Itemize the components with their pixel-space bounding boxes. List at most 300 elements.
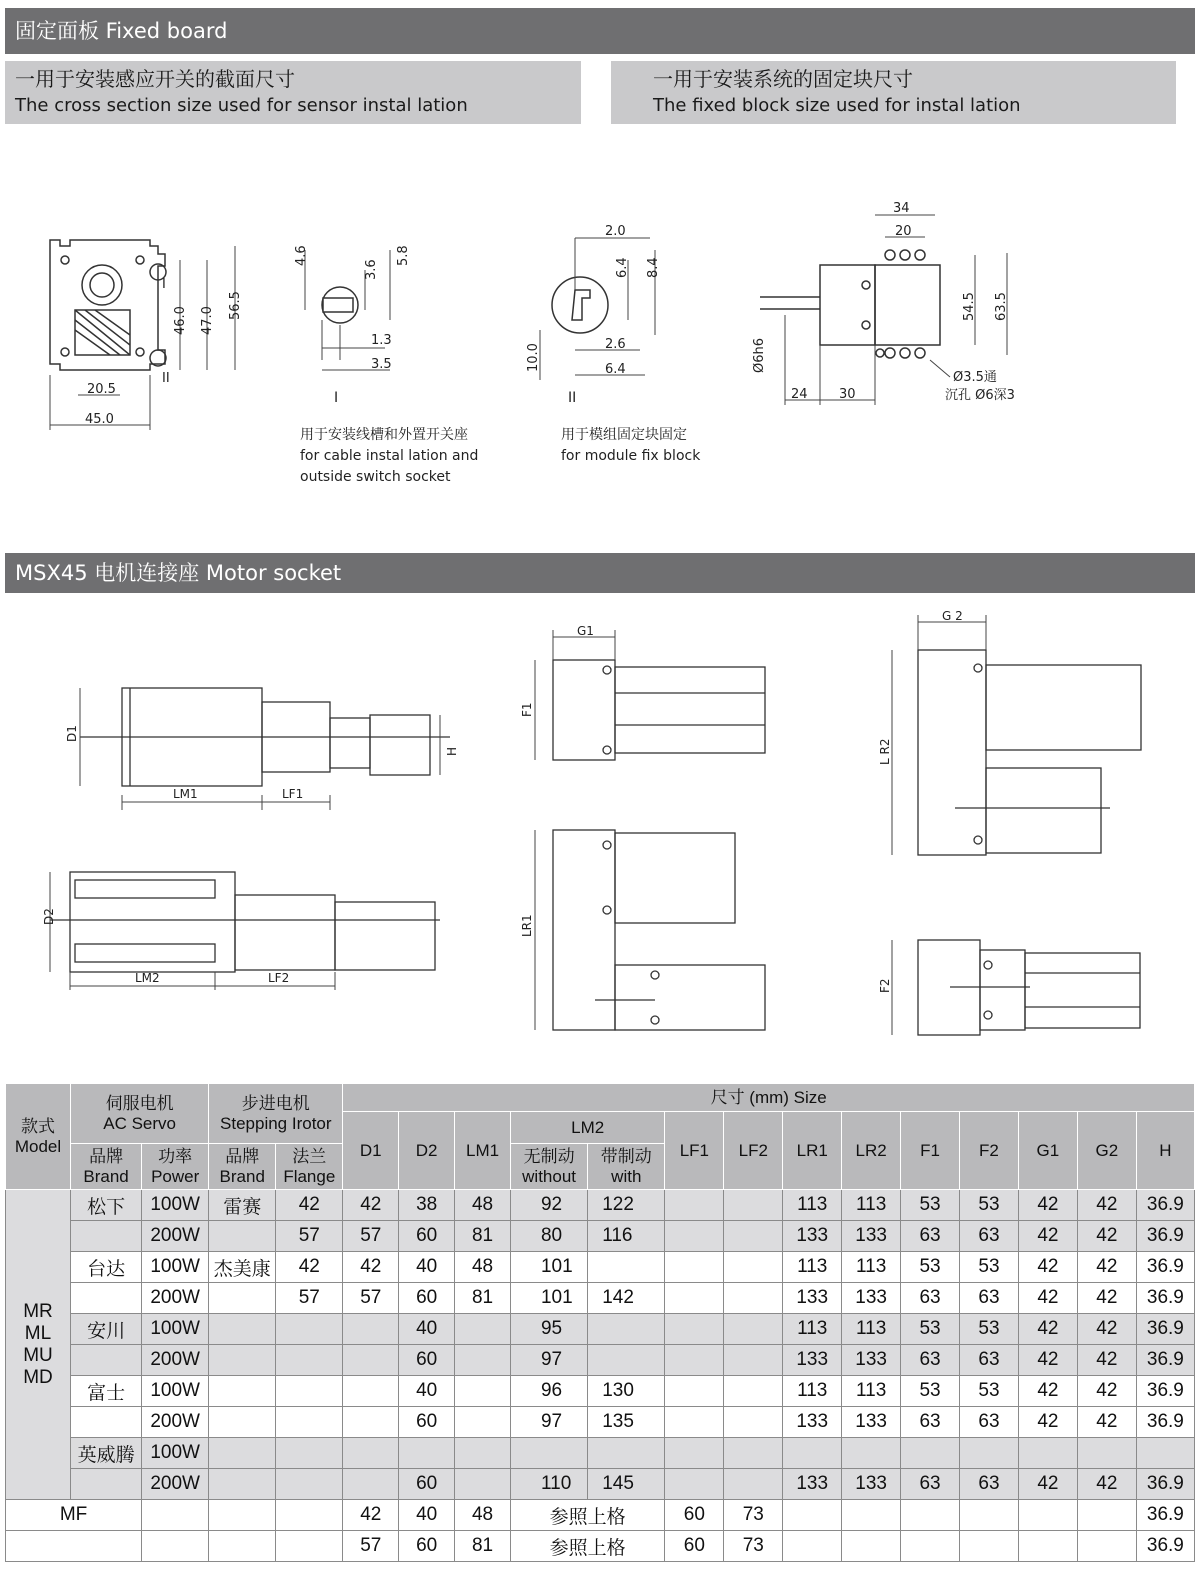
th-model: 款式 Model [6, 1084, 71, 1190]
table-cell: 81 [455, 1221, 511, 1252]
motor-side-view-lr2 [880, 610, 1150, 865]
table-cell: 63 [901, 1221, 960, 1252]
slot2-dim-2-0: 2.0 [605, 224, 626, 239]
table-cell: 110 [510, 1469, 587, 1500]
table-cell: 42 [1018, 1376, 1077, 1407]
th-power: 功率 Power [142, 1144, 209, 1190]
slot1-dim-3-5: 3.5 [371, 357, 392, 372]
table-cell: 63 [901, 1469, 960, 1500]
table-cell: 133 [783, 1469, 842, 1500]
table-cell [724, 1407, 783, 1438]
table-cell: 113 [783, 1252, 842, 1283]
table-row [6, 1438, 1195, 1469]
table-cell: 60 [399, 1221, 455, 1252]
motor2-label-D2: D2 [42, 908, 56, 925]
table-row [6, 1345, 1195, 1376]
table-cell: 113 [783, 1314, 842, 1345]
block-dim-shaft: Ø6h6 [752, 337, 767, 373]
table-cell [71, 1469, 142, 1500]
slot1-dim-4-6: 4.6 [294, 245, 309, 266]
table-cell [71, 1283, 142, 1314]
th-LM1: LM1 [455, 1112, 511, 1190]
block-dim-30: 30 [839, 387, 856, 402]
table-cell: 133 [783, 1407, 842, 1438]
table-cell: 142 [588, 1283, 665, 1314]
table-cell: 200W [142, 1283, 209, 1314]
caption2-en1: for module fix block [561, 448, 701, 464]
motor-inline-drawing-2 [40, 860, 460, 995]
table-cell: 40 [399, 1500, 455, 1531]
table-cell [276, 1314, 343, 1345]
table-cell: 97 [510, 1345, 587, 1376]
slot1-label: I [334, 390, 339, 406]
table-cell [276, 1531, 343, 1562]
subheader-fixed-block [611, 61, 1176, 124]
section-motor-socket-title: MSX45 电机连接座 Motor socket [15, 561, 342, 585]
table-cell: 42 [1018, 1221, 1077, 1252]
table-cell: 60 [399, 1407, 455, 1438]
table-cell [588, 1345, 665, 1376]
slot2-dim-6-4b: 6.4 [605, 362, 626, 377]
table-cell [665, 1221, 724, 1252]
table-row-mf [6, 1500, 1195, 1531]
table-cell: 101 [510, 1283, 587, 1314]
section-motor-socket-header [5, 553, 1195, 593]
table-cell [960, 1531, 1019, 1562]
table-cell [71, 1345, 142, 1376]
slot-detail-2-drawing [520, 220, 680, 410]
table-cell [209, 1438, 276, 1469]
table-cell: 42 [1018, 1469, 1077, 1500]
table-cell [142, 1531, 209, 1562]
subheader-sensor-section [5, 61, 581, 124]
motor-label-F2: F2 [878, 978, 892, 993]
slot2-label: II [568, 390, 577, 406]
table-cell: 42 [1077, 1407, 1136, 1438]
table-cell: 42 [1077, 1283, 1136, 1314]
table-cell [209, 1531, 276, 1562]
motor-top-view-g1-f1 [515, 625, 775, 765]
table-cell [1018, 1531, 1077, 1562]
motor-label-G2: G 2 [942, 609, 963, 623]
table-cell [343, 1469, 399, 1500]
model-group-cell: MR ML MU MD [6, 1190, 71, 1500]
table-cell [343, 1345, 399, 1376]
subheader-fixed-block-zh: 一用于安装系统的固定块尺寸 [653, 67, 913, 91]
th-D1: D1 [343, 1112, 399, 1190]
table-cell: 133 [783, 1345, 842, 1376]
table-cell [588, 1438, 665, 1469]
table-cell [665, 1376, 724, 1407]
motor1-label-LF1: LF1 [282, 787, 304, 801]
table-cell [71, 1407, 142, 1438]
table-cell: 42 [1018, 1407, 1077, 1438]
table-cell [901, 1500, 960, 1531]
table-cell: 133 [842, 1407, 901, 1438]
table-cell [665, 1283, 724, 1314]
table-cell: 60 [399, 1345, 455, 1376]
table-cell [783, 1531, 842, 1562]
motor1-label-D1: D1 [65, 725, 79, 742]
slot-detail-1-drawing [285, 230, 435, 410]
block-dim-20: 20 [895, 224, 912, 239]
caption1-en1: for cable instal lation and [300, 448, 479, 464]
table-cell: 57 [343, 1221, 399, 1252]
table-cell: 96 [510, 1376, 587, 1407]
table-cell [842, 1500, 901, 1531]
table-cell: 42 [1018, 1314, 1077, 1345]
table-row [6, 1376, 1195, 1407]
table-cell: 200W [142, 1221, 209, 1252]
table-cell: 42 [276, 1190, 343, 1221]
table-cell: 133 [842, 1345, 901, 1376]
fixed-block-drawing [745, 195, 1045, 415]
table-cell [276, 1407, 343, 1438]
table-row [6, 1221, 1195, 1252]
motor-label-G1: G1 [577, 624, 594, 638]
caption1-en2: outside switch socket [300, 469, 451, 485]
table-cell [1018, 1500, 1077, 1531]
motor-top-view-f2 [880, 935, 1150, 1040]
table-cell: 133 [783, 1221, 842, 1252]
motor-label-LR2: L R2 [878, 738, 892, 765]
table-cell: 81 [455, 1283, 511, 1314]
table-cell [455, 1314, 511, 1345]
table-cell: 42 [343, 1500, 399, 1531]
table-cell: 松下 [71, 1190, 142, 1221]
table-cell: 36.9 [1136, 1221, 1194, 1252]
table-cell [588, 1314, 665, 1345]
table-cell: 113 [842, 1314, 901, 1345]
th-LF1: LF1 [665, 1112, 724, 1190]
table-cell [276, 1500, 343, 1531]
table-cell: 113 [783, 1376, 842, 1407]
table-cell: 42 [276, 1252, 343, 1283]
table-cell [209, 1345, 276, 1376]
table-cell [209, 1283, 276, 1314]
table-cell [209, 1221, 276, 1252]
table-cell: 60 [399, 1531, 455, 1562]
table-cell: 60 [399, 1283, 455, 1314]
table-cell: 36.9 [1136, 1376, 1194, 1407]
table-cell: 48 [455, 1190, 511, 1221]
motor-label-F1: F1 [520, 702, 534, 717]
table-row [6, 1469, 1195, 1500]
table-cell: 英威腾 [71, 1438, 142, 1469]
table-cell: 133 [842, 1283, 901, 1314]
spec-table-body [6, 1190, 1195, 1562]
table-cell: 38 [399, 1190, 455, 1221]
table-cell [724, 1314, 783, 1345]
th-size: 尺寸 (mm) Size [343, 1084, 1195, 1112]
table-cell: 53 [960, 1190, 1019, 1221]
table-cell: 36.9 [1136, 1190, 1194, 1221]
table-cell: 113 [842, 1376, 901, 1407]
table-cell: 135 [588, 1407, 665, 1438]
table-cell: 57 [276, 1283, 343, 1314]
table-row [6, 1407, 1195, 1438]
table-cell: 42 [1018, 1283, 1077, 1314]
table-cell: 富士 [71, 1376, 142, 1407]
th-brand: 品牌 Brand [71, 1144, 142, 1190]
table-cell: 53 [960, 1376, 1019, 1407]
table-cell [343, 1438, 399, 1469]
th-G1: G1 [1018, 1112, 1077, 1190]
table-cell: 40 [399, 1376, 455, 1407]
motor2-label-LM2: LM2 [135, 971, 160, 985]
table-cell: 73 [724, 1531, 783, 1562]
table-cell [455, 1469, 511, 1500]
table-cell: 122 [588, 1190, 665, 1221]
table-cell: 63 [960, 1469, 1019, 1500]
table-cell: 42 [1018, 1190, 1077, 1221]
table-cell: 42 [1077, 1221, 1136, 1252]
table-cell [276, 1376, 343, 1407]
block-hole-through: Ø3.5通 [953, 370, 997, 385]
table-cell: 81 [455, 1531, 511, 1562]
block-dim-34: 34 [893, 201, 910, 216]
table-cell [724, 1469, 783, 1500]
table-cell: 53 [901, 1376, 960, 1407]
th-H: H [1136, 1112, 1194, 1190]
table-cell: 台达 [71, 1252, 142, 1283]
table-row-mf [6, 1531, 1195, 1562]
table-cell: 36.9 [1136, 1345, 1194, 1376]
table-cell: 60 [665, 1531, 724, 1562]
th-LF2: LF2 [724, 1112, 783, 1190]
table-cell [209, 1407, 276, 1438]
table-cell [142, 1500, 209, 1531]
table-cell [588, 1252, 665, 1283]
table-cell: 42 [1018, 1345, 1077, 1376]
table-cell: 42 [1077, 1252, 1136, 1283]
table-cell [960, 1500, 1019, 1531]
table-cell: 42 [1077, 1376, 1136, 1407]
th-D2: D2 [399, 1112, 455, 1190]
table-cell [71, 1221, 142, 1252]
table-row [6, 1252, 1195, 1283]
th-lm2-without: 无制动 without [510, 1144, 587, 1190]
table-cell: 57 [343, 1283, 399, 1314]
table-cell: 73 [724, 1500, 783, 1531]
table-cell [209, 1500, 276, 1531]
block-dim-24: 24 [791, 387, 808, 402]
table-cell: 100W [142, 1252, 209, 1283]
table-cell: 53 [960, 1314, 1019, 1345]
slot2-dim-2-6: 2.6 [605, 337, 626, 352]
profile-dim-47: 47.0 [200, 306, 215, 335]
table-cell [724, 1252, 783, 1283]
table-cell [1077, 1438, 1136, 1469]
table-cell [399, 1438, 455, 1469]
caption-module-fix-block [561, 425, 700, 467]
table-cell: 95 [510, 1314, 587, 1345]
th-LR2: LR2 [842, 1112, 901, 1190]
block-dim-63-5: 63.5 [994, 292, 1009, 321]
table-cell: 42 [343, 1252, 399, 1283]
motor-socket-spec-table [5, 1083, 1195, 1562]
table-cell: 42 [1077, 1345, 1136, 1376]
caption-cable-installation [300, 425, 478, 488]
th-G2: G2 [1077, 1112, 1136, 1190]
table-cell [455, 1407, 511, 1438]
table-cell: 53 [901, 1252, 960, 1283]
table-cell: 36.9 [1136, 1500, 1194, 1531]
table-cell [1077, 1531, 1136, 1562]
table-cell [510, 1438, 587, 1469]
table-cell: 133 [842, 1221, 901, 1252]
block-dim-54-5: 54.5 [962, 292, 977, 321]
slot1-dim-5-8: 5.8 [396, 245, 411, 266]
table-cell: 113 [783, 1190, 842, 1221]
profile-mark-2: II [162, 371, 170, 386]
table-cell: 63 [960, 1407, 1019, 1438]
table-cell: 100W [142, 1376, 209, 1407]
table-cell: 参照上格 [510, 1531, 664, 1562]
table-cell: 57 [276, 1221, 343, 1252]
table-cell: 53 [901, 1190, 960, 1221]
table-cell [343, 1314, 399, 1345]
slot1-dim-1-3: 1.3 [371, 333, 392, 348]
table-cell: 53 [901, 1314, 960, 1345]
subheader-sensor-en: The cross section size used for sensor instal lation [15, 95, 468, 116]
table-cell: 100W [142, 1314, 209, 1345]
slot2-dim-10-0: 10.0 [526, 343, 541, 372]
table-cell: 100W [142, 1438, 209, 1469]
table-cell [6, 1531, 142, 1562]
table-cell [455, 1438, 511, 1469]
profile-cross-section-drawing [40, 230, 260, 440]
model-mf-cell: MF [6, 1500, 142, 1531]
table-cell: 36.9 [1136, 1469, 1194, 1500]
table-cell: 42 [343, 1190, 399, 1221]
caption2-zh: 用于模组固定块固定 [561, 427, 687, 443]
table-cell [724, 1190, 783, 1221]
profile-dim-45: 45.0 [85, 412, 114, 427]
profile-dim-56-5: 56.5 [228, 291, 243, 320]
table-cell [665, 1469, 724, 1500]
table-cell: 145 [588, 1469, 665, 1500]
table-cell: 63 [960, 1345, 1019, 1376]
table-cell: 60 [665, 1500, 724, 1531]
motor2-label-LF2: LF2 [268, 971, 290, 985]
table-cell [665, 1190, 724, 1221]
table-cell: 60 [399, 1469, 455, 1500]
table-cell: 113 [842, 1190, 901, 1221]
table-cell [1077, 1500, 1136, 1531]
table-cell: 36.9 [1136, 1314, 1194, 1345]
table-cell [724, 1438, 783, 1469]
profile-dim-20-5: 20.5 [87, 382, 116, 397]
table-cell: 48 [455, 1500, 511, 1531]
profile-mark-1: I [162, 277, 166, 292]
caption1-zh: 用于安装线槽和外置开关座 [300, 427, 468, 443]
table-cell: 200W [142, 1469, 209, 1500]
table-cell: 116 [588, 1221, 665, 1252]
table-cell: 53 [960, 1252, 1019, 1283]
subheader-sensor-zh: 一用于安装感应开关的截面尺寸 [15, 67, 295, 91]
table-cell [842, 1438, 901, 1469]
table-cell [960, 1438, 1019, 1469]
th-brand-stepper: 品牌 Brand [209, 1144, 276, 1190]
table-cell: 57 [343, 1531, 399, 1562]
table-cell [343, 1376, 399, 1407]
slot2-dim-8-4: 8.4 [646, 257, 661, 278]
table-cell [783, 1438, 842, 1469]
table-cell [665, 1314, 724, 1345]
th-ac-servo: 伺服电机 AC Servo [71, 1084, 209, 1144]
table-cell: 42 [1077, 1314, 1136, 1345]
table-cell: 杰美康 [209, 1252, 276, 1283]
table-cell [665, 1345, 724, 1376]
table-cell [209, 1376, 276, 1407]
th-lm2-with: 带制动 with [588, 1144, 665, 1190]
table-cell [276, 1469, 343, 1500]
profile-dim-46: 46.0 [173, 306, 188, 335]
th-flange: 法兰 Flange [276, 1144, 343, 1190]
table-cell [209, 1469, 276, 1500]
table-cell [665, 1407, 724, 1438]
motor-label-LR1: LR1 [520, 914, 534, 937]
table-cell: 42 [1018, 1252, 1077, 1283]
table-cell: 63 [901, 1345, 960, 1376]
table-cell: 97 [510, 1407, 587, 1438]
table-cell [1018, 1438, 1077, 1469]
slot2-dim-6-4: 6.4 [615, 257, 630, 278]
table-cell: 63 [960, 1221, 1019, 1252]
table-cell [783, 1500, 842, 1531]
table-cell: 63 [960, 1283, 1019, 1314]
th-LM2: LM2 [510, 1112, 664, 1144]
table-row [6, 1283, 1195, 1314]
table-cell: 63 [901, 1407, 960, 1438]
table-cell [455, 1376, 511, 1407]
table-cell [901, 1531, 960, 1562]
th-F2: F2 [960, 1112, 1019, 1190]
slot1-dim-3-6: 3.6 [364, 259, 379, 280]
table-cell: 80 [510, 1221, 587, 1252]
motor1-label-LM1: LM1 [173, 787, 198, 801]
table-cell: 42 [1077, 1469, 1136, 1500]
table-cell [724, 1221, 783, 1252]
table-cell: 雷赛 [209, 1190, 276, 1221]
motor-side-view-lr1 [515, 825, 775, 1035]
table-cell [276, 1438, 343, 1469]
table-cell: 36.9 [1136, 1283, 1194, 1314]
table-cell [343, 1407, 399, 1438]
table-cell [209, 1314, 276, 1345]
table-cell: 133 [842, 1469, 901, 1500]
block-hole-counterbore: 沉孔 Ø6深3 [945, 388, 1015, 403]
table-cell: 101 [510, 1252, 587, 1283]
section-fixed-board-header [5, 8, 1195, 54]
table-cell: 36.9 [1136, 1531, 1194, 1562]
motor-inline-drawing-1 [60, 670, 480, 815]
motor1-label-H: H [445, 746, 459, 756]
table-cell: 200W [142, 1345, 209, 1376]
table-cell [665, 1252, 724, 1283]
table-cell: 92 [510, 1190, 587, 1221]
table-cell: 133 [783, 1283, 842, 1314]
table-cell: 40 [399, 1314, 455, 1345]
table-cell: 200W [142, 1407, 209, 1438]
table-cell: 113 [842, 1252, 901, 1283]
table-cell [724, 1283, 783, 1314]
table-cell [724, 1345, 783, 1376]
table-cell [455, 1345, 511, 1376]
th-F1: F1 [901, 1112, 960, 1190]
table-row [6, 1314, 1195, 1345]
